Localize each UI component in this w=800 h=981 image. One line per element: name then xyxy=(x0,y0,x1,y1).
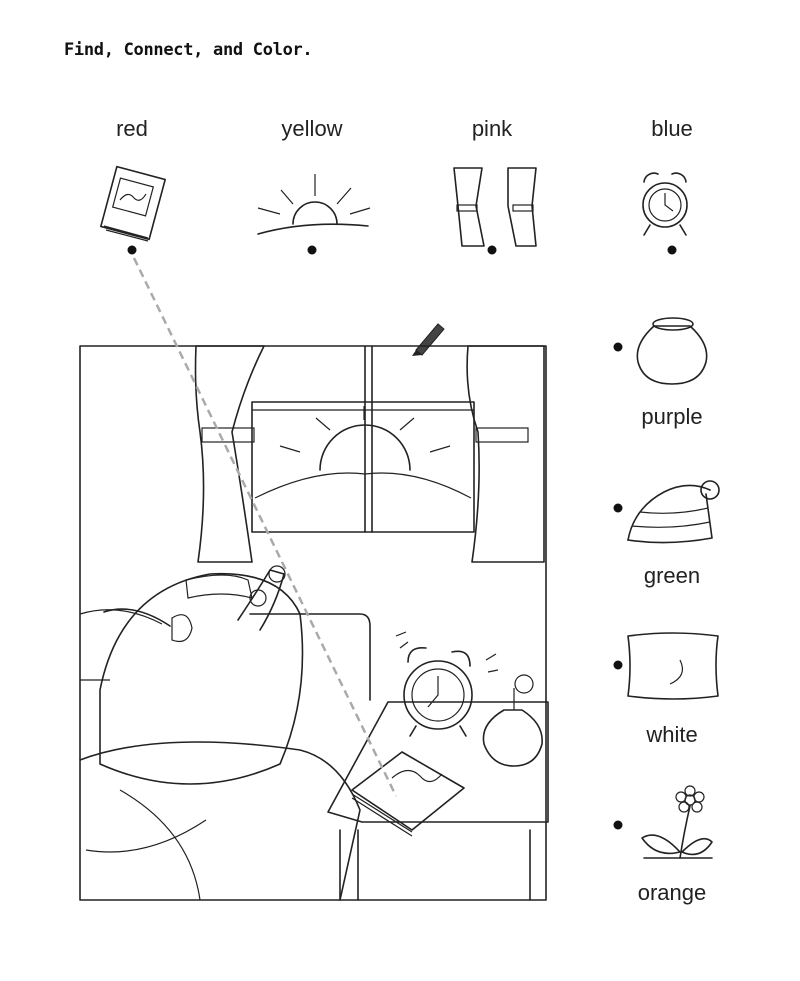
pillow-icon xyxy=(628,633,718,699)
crayon-icon xyxy=(412,324,444,356)
curtains-icon xyxy=(454,168,536,246)
word-purple: purple xyxy=(641,404,703,429)
nightcap-icon xyxy=(628,481,719,543)
word-yellow: yellow xyxy=(281,116,343,141)
dot-pink[interactable] xyxy=(488,246,497,255)
worksheet-title: Find, Connect, and Color. xyxy=(64,40,313,60)
dot-green[interactable] xyxy=(614,504,623,513)
sun-icon xyxy=(258,174,370,234)
dot-orange[interactable] xyxy=(614,821,623,830)
word-orange: orange xyxy=(637,880,707,905)
example-connection-line xyxy=(134,258,396,796)
word-green: green xyxy=(643,563,701,588)
dot-yellow[interactable] xyxy=(308,246,317,255)
word-white: white xyxy=(646,722,698,747)
flower-icon xyxy=(642,786,712,858)
alarm-clock-icon xyxy=(643,173,687,235)
word-red: red xyxy=(116,116,148,141)
bedroom-scene xyxy=(80,346,548,900)
dot-red[interactable] xyxy=(128,246,137,255)
word-blue: blue xyxy=(651,116,693,141)
dot-blue[interactable] xyxy=(668,246,677,255)
vase-icon xyxy=(637,318,706,384)
book-icon xyxy=(101,167,165,241)
dot-purple[interactable] xyxy=(614,343,623,352)
dot-white[interactable] xyxy=(614,661,623,670)
word-pink: pink xyxy=(471,116,513,141)
